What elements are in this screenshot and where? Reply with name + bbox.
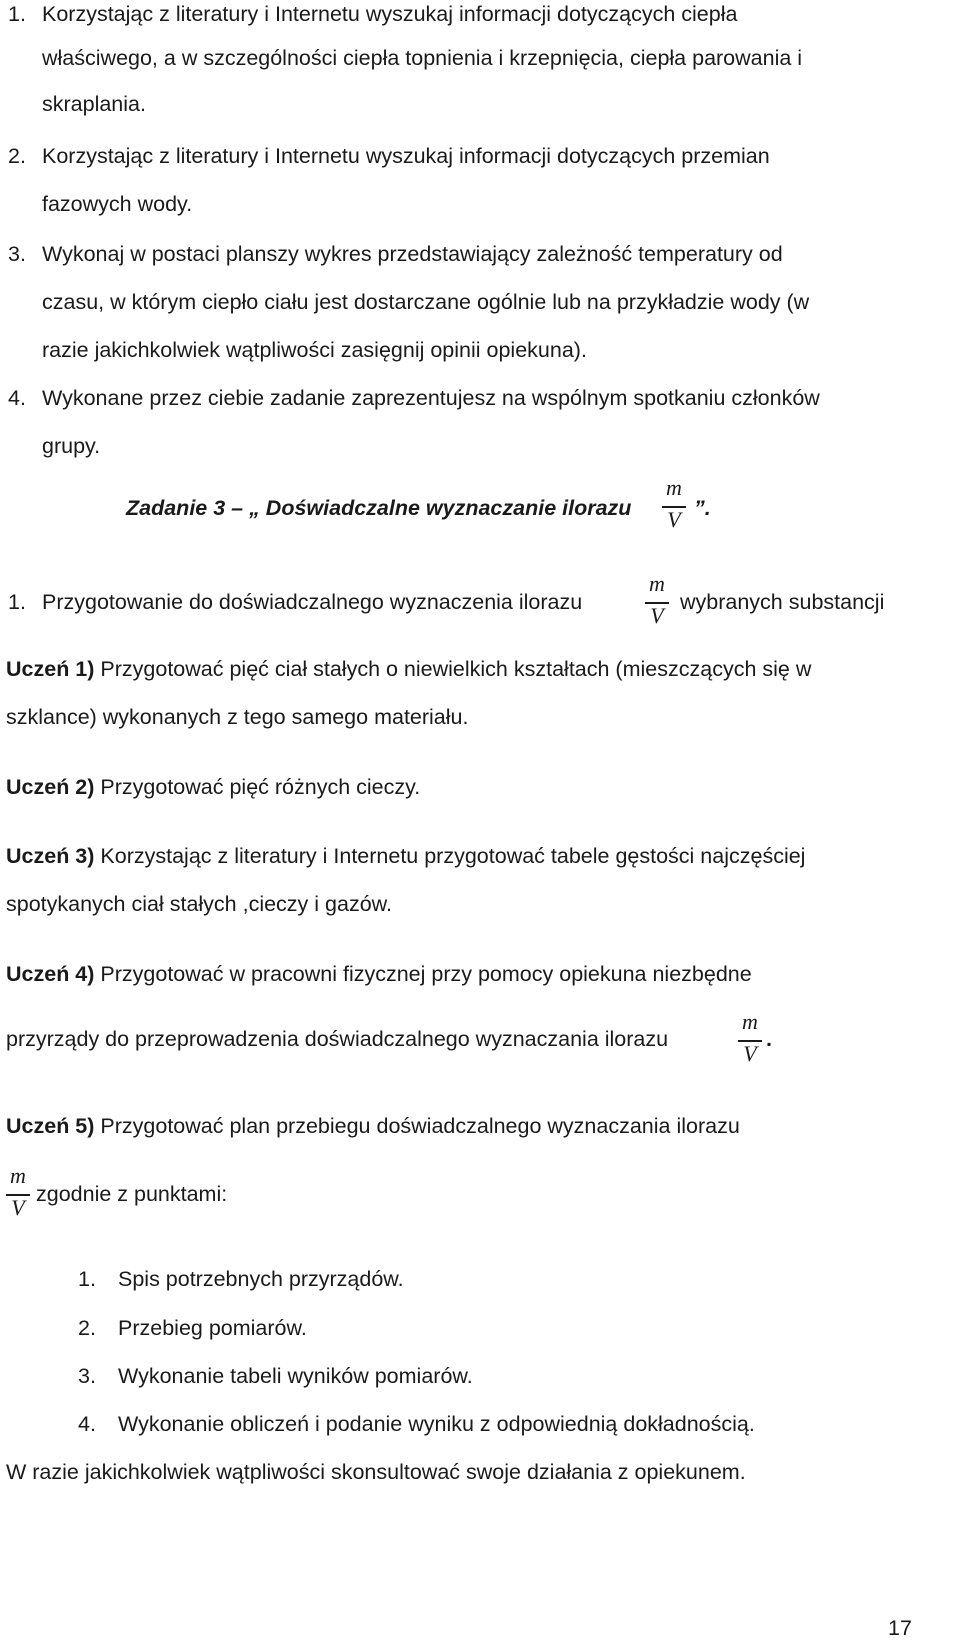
student-text: Przygotować pięć ciał stałych o niewielkich kształtach (mieszczących się w <box>100 657 812 681</box>
plan-item: Przebieg pomiarów. <box>118 1316 307 1340</box>
plan-number: 2. <box>78 1316 96 1340</box>
plan-number: 1. <box>78 1267 96 1291</box>
student-text: przyrządy do przeprowadzenia doświadczalnego wyznaczania ilorazu <box>6 1027 669 1051</box>
student-text: zgodnie z punktami: <box>36 1182 228 1206</box>
closing-note: W razie jakichkolwiek wątpliwości skonsultować swoje działania z opiekunem. <box>6 1460 746 1484</box>
prep-text: Przygotowanie do doświadczalnego wyznaczenia ilorazu <box>42 590 583 614</box>
prep-number: 1. <box>8 590 26 614</box>
student-label: Uczeń 5) <box>6 1114 95 1138</box>
student-line <box>6 842 805 870</box>
plan-number: 4. <box>78 1412 96 1436</box>
list-item-text: Wykonane przez ciebie zadanie zaprezentujesz na wspólnym spotkaniu członków <box>42 386 820 410</box>
plan-item: Wykonanie tabeli wyników pomiarów. <box>118 1364 473 1388</box>
student-text: Przygotować w pracowni fizycznej przy pomocy opiekuna niezbędne <box>100 962 752 986</box>
fraction-denominator: V <box>667 507 681 532</box>
fraction-denominator: V <box>743 1041 757 1066</box>
task-title: Zadanie 3 – „ Doświadczalne wyznaczanie ilorazu <box>126 496 632 520</box>
list-item-text: skraplania. <box>42 92 146 116</box>
list-number: 3. <box>8 242 26 266</box>
student-label: Uczeń 1) <box>6 657 95 681</box>
student-line <box>6 773 420 801</box>
plan-item: Spis potrzebnych przyrządów. <box>118 1267 404 1291</box>
student-label: Uczeń 3) <box>6 844 95 868</box>
student-text: Korzystając z literatury i Internetu przygotować tabele gęstości najczęściej <box>100 844 806 868</box>
student-line <box>6 1112 740 1140</box>
list-item-text: Korzystając z literatury i Internetu wyszukaj informacji dotyczących przemian <box>42 144 770 168</box>
plan-number: 3. <box>78 1364 96 1388</box>
student-text: spotykanych ciał stałych ,cieczy i gazów. <box>6 892 392 916</box>
list-item-text: Wykonaj w postaci planszy wykres przedstawiający zależność temperatury od <box>42 242 783 266</box>
student-line <box>6 655 811 683</box>
list-number: 4. <box>8 386 26 410</box>
fraction-denominator: V <box>11 1195 25 1220</box>
list-item-text: właściwego, a w szczególności ciepła topnienia i krzepnięcia, ciepła parowania i <box>42 46 803 70</box>
page-number: 17 <box>888 1616 912 1640</box>
fraction-numerator: m <box>742 1009 758 1034</box>
task-title-end: ”. <box>694 496 711 520</box>
fraction-numerator: m <box>10 1163 26 1188</box>
plan-item: Wykonanie obliczeń i podanie wyniku z odpowiednią dokładnością. <box>118 1412 755 1436</box>
list-item-text: czasu, w którym ciepło ciału jest dostarczane ogólnie lub na przykładzie wody (w <box>42 290 810 314</box>
student-text: szklance) wykonanych z tego samego materiału. <box>6 705 469 729</box>
prep-text-after: wybranych substancji <box>680 590 885 614</box>
fraction-numerator: m <box>666 475 682 500</box>
list-item-text: razie jakichkolwiek wątpliwości zasięgnij opinii opiekuna). <box>42 338 587 362</box>
fraction-denominator: V <box>650 603 664 628</box>
list-item-text: grupy. <box>42 434 101 458</box>
student-4-end: . <box>766 1027 772 1051</box>
list-number: 2. <box>8 144 26 168</box>
student-text: Przygotować pięć różnych cieczy. <box>100 775 421 799</box>
fraction-numerator: m <box>649 571 665 596</box>
list-item-text: fazowych wody. <box>42 192 193 216</box>
list-item-text: Korzystając z literatury i Internetu wyszukaj informacji dotyczących ciepła <box>42 2 738 26</box>
student-label: Uczeń 4) <box>6 962 95 986</box>
student-label: Uczeń 2) <box>6 775 95 799</box>
student-line <box>6 960 752 988</box>
student-text: Przygotować plan przebiegu doświadczalnego wyznaczania ilorazu <box>100 1114 740 1138</box>
list-number: 1. <box>8 2 26 26</box>
